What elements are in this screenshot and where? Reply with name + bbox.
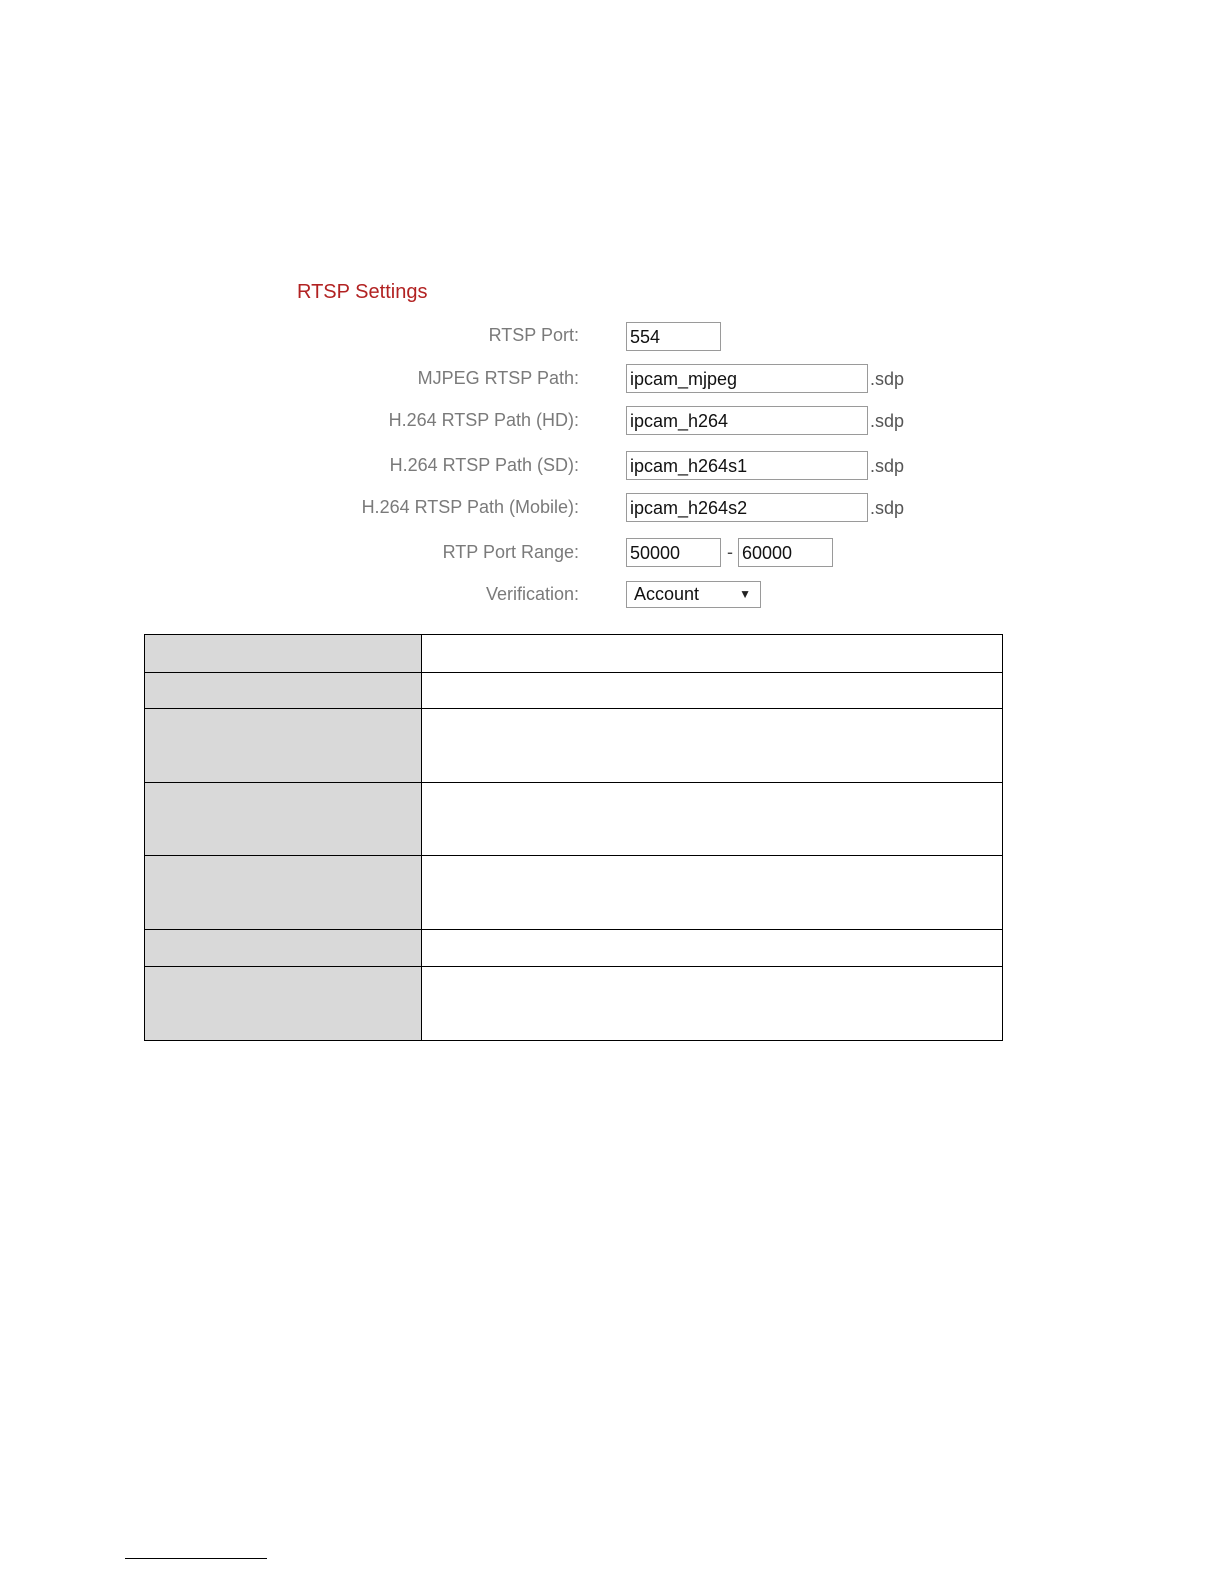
table-key-cell	[145, 967, 422, 1041]
rtp-port-range-label: RTP Port Range:	[442, 542, 579, 562]
table-row	[145, 635, 1003, 673]
verification-selected-value: Account	[634, 584, 700, 604]
h264-sd-path-label: H.264 RTSP Path (SD):	[389, 455, 579, 475]
h264-mobile-path-label: H.264 RTSP Path (Mobile):	[361, 497, 579, 517]
table-key-cell	[145, 856, 422, 930]
rtsp-port-input[interactable]: 554	[626, 322, 721, 351]
table-row	[145, 967, 1003, 1041]
mjpeg-rtsp-path-label: MJPEG RTSP Path:	[417, 368, 579, 388]
verification-select[interactable]	[626, 581, 761, 608]
h264-hd-path-suffix: .sdp	[870, 411, 905, 431]
h264-mobile-path-input[interactable]: ipcam_h264s2	[626, 493, 868, 522]
dropdown-arrow-icon: ▼	[739, 587, 751, 601]
table-row	[145, 783, 1003, 856]
h264-sd-path-input[interactable]: ipcam_h264s1	[626, 451, 868, 480]
table-row	[145, 856, 1003, 930]
table-key-cell	[145, 930, 422, 967]
table-key-cell	[145, 783, 422, 856]
table-value-cell	[422, 856, 1003, 930]
verification-label: Verification:	[485, 584, 579, 604]
table-key-cell	[145, 635, 422, 673]
table-value-cell	[422, 635, 1003, 673]
table-value-cell	[422, 967, 1003, 1041]
mjpeg-path-suffix: .sdp	[870, 369, 905, 389]
h264-hd-path-input[interactable]: ipcam_h264	[626, 406, 868, 435]
table-value-cell	[422, 673, 1003, 709]
rtsp-settings-title: RTSP Settings	[297, 281, 428, 303]
rtsp-settings-description-table	[144, 634, 1003, 1041]
table-row	[145, 673, 1003, 709]
footnote-separator	[125, 1558, 267, 1559]
rtp-port-end-input[interactable]: 60000	[738, 538, 833, 567]
table-row	[145, 930, 1003, 967]
rtsp-port-label: RTSP Port:	[488, 325, 579, 345]
rtp-port-range-separator: -	[727, 542, 733, 562]
h264-hd-path-label: H.264 RTSP Path (HD):	[388, 410, 579, 430]
table-value-cell	[422, 783, 1003, 856]
table-key-cell	[145, 673, 422, 709]
table-value-cell	[422, 709, 1003, 783]
table-value-cell	[422, 930, 1003, 967]
rtp-port-start-input[interactable]: 50000	[626, 538, 721, 567]
h264-sd-path-suffix: .sdp	[870, 456, 905, 476]
table-key-cell	[145, 709, 422, 783]
h264-mobile-path-suffix: .sdp	[870, 498, 905, 518]
mjpeg-rtsp-path-input[interactable]: ipcam_mjpeg	[626, 364, 868, 393]
table-row	[145, 709, 1003, 783]
